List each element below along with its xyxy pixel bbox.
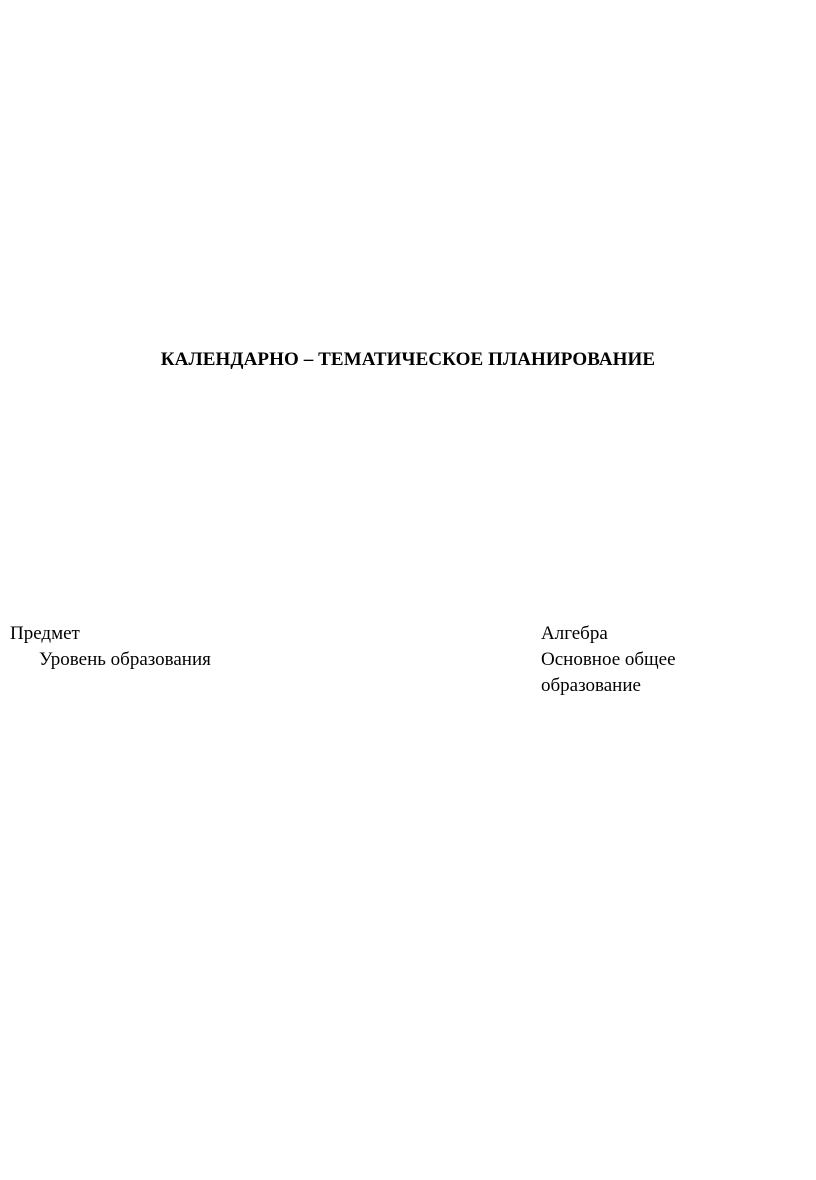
subject-label: Предмет (10, 623, 80, 644)
education-level-label: Уровень образования (39, 649, 211, 670)
education-level-value-line-1: Основное общее (541, 649, 676, 670)
subject-value: Алгебра (541, 623, 608, 644)
education-level-value-line-2: образование (541, 675, 641, 696)
education-level-value (541, 647, 751, 699)
page-title: КАЛЕНДАРНО – ТЕМАТИЧЕСКОЕ ПЛАНИРОВАНИЕ (160, 349, 656, 370)
